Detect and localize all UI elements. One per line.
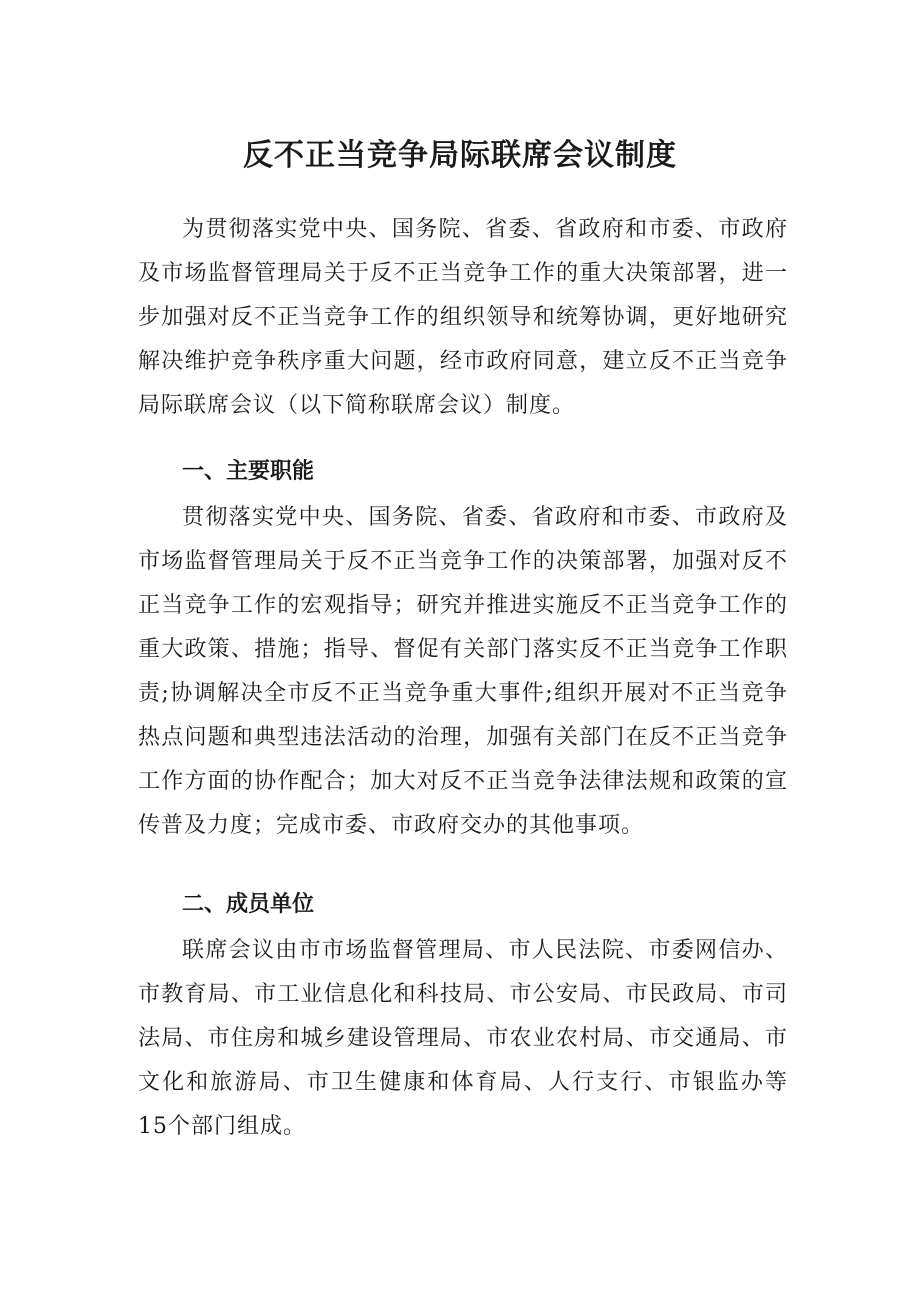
section-body-member-units: 联席会议由市市场监督管理局、市人民法院、市委网信办、市教育局、市工业信息化和科技局、市公安局、市民政局、市司法局、市住房和城乡建设管理局、市农业农村局、市交通局、市文化和旅游局、市卫生健康和体育局、人行支行、市银监办等15个部门组成。 — [138, 938, 788, 1139]
section-heading-main-functions: 一、主要职能 — [182, 459, 315, 484]
intro-paragraph: 为贯彻落实党中央、国务院、省委、省政府和市委、市政府及市场监督管理局关于反不正当竞争工作的重大决策部署，进一步加强对反不正当竞争工作的组织领导和统筹协调，更好地研究解决维护竞争秩序重大问题，经市政府同意，建立反不正当竞争局际联席会议（以下简称联席会议）制度。 — [138, 217, 788, 418]
document-title: 反不正当竞争局际联席会议制度 — [243, 138, 677, 173]
section-heading-member-units: 二、成员单位 — [182, 892, 315, 917]
section-body-main-functions: 贯彻落实党中央、国务院、省委、省政府和市委、市政府及市场监督管理局关于反不正当竞争工作的决策部署，加强对反不正当竞争工作的宏观指导；研究并推进实施反不正当竞争工作的重大政策、措施；指导、督促有关部门落实反不正当竞争工作职责;协调解决全市反不正当竞争重大事件;组织开展对不正当竞争热点问题和典型违法活动的治理，加强有关部门在反不正当竞争工作方面的协作配合；加大对反不正当竞争法律法规和政策的宣传普及力度；完成市委、市政府交办的其他事项。 — [138, 505, 788, 838]
